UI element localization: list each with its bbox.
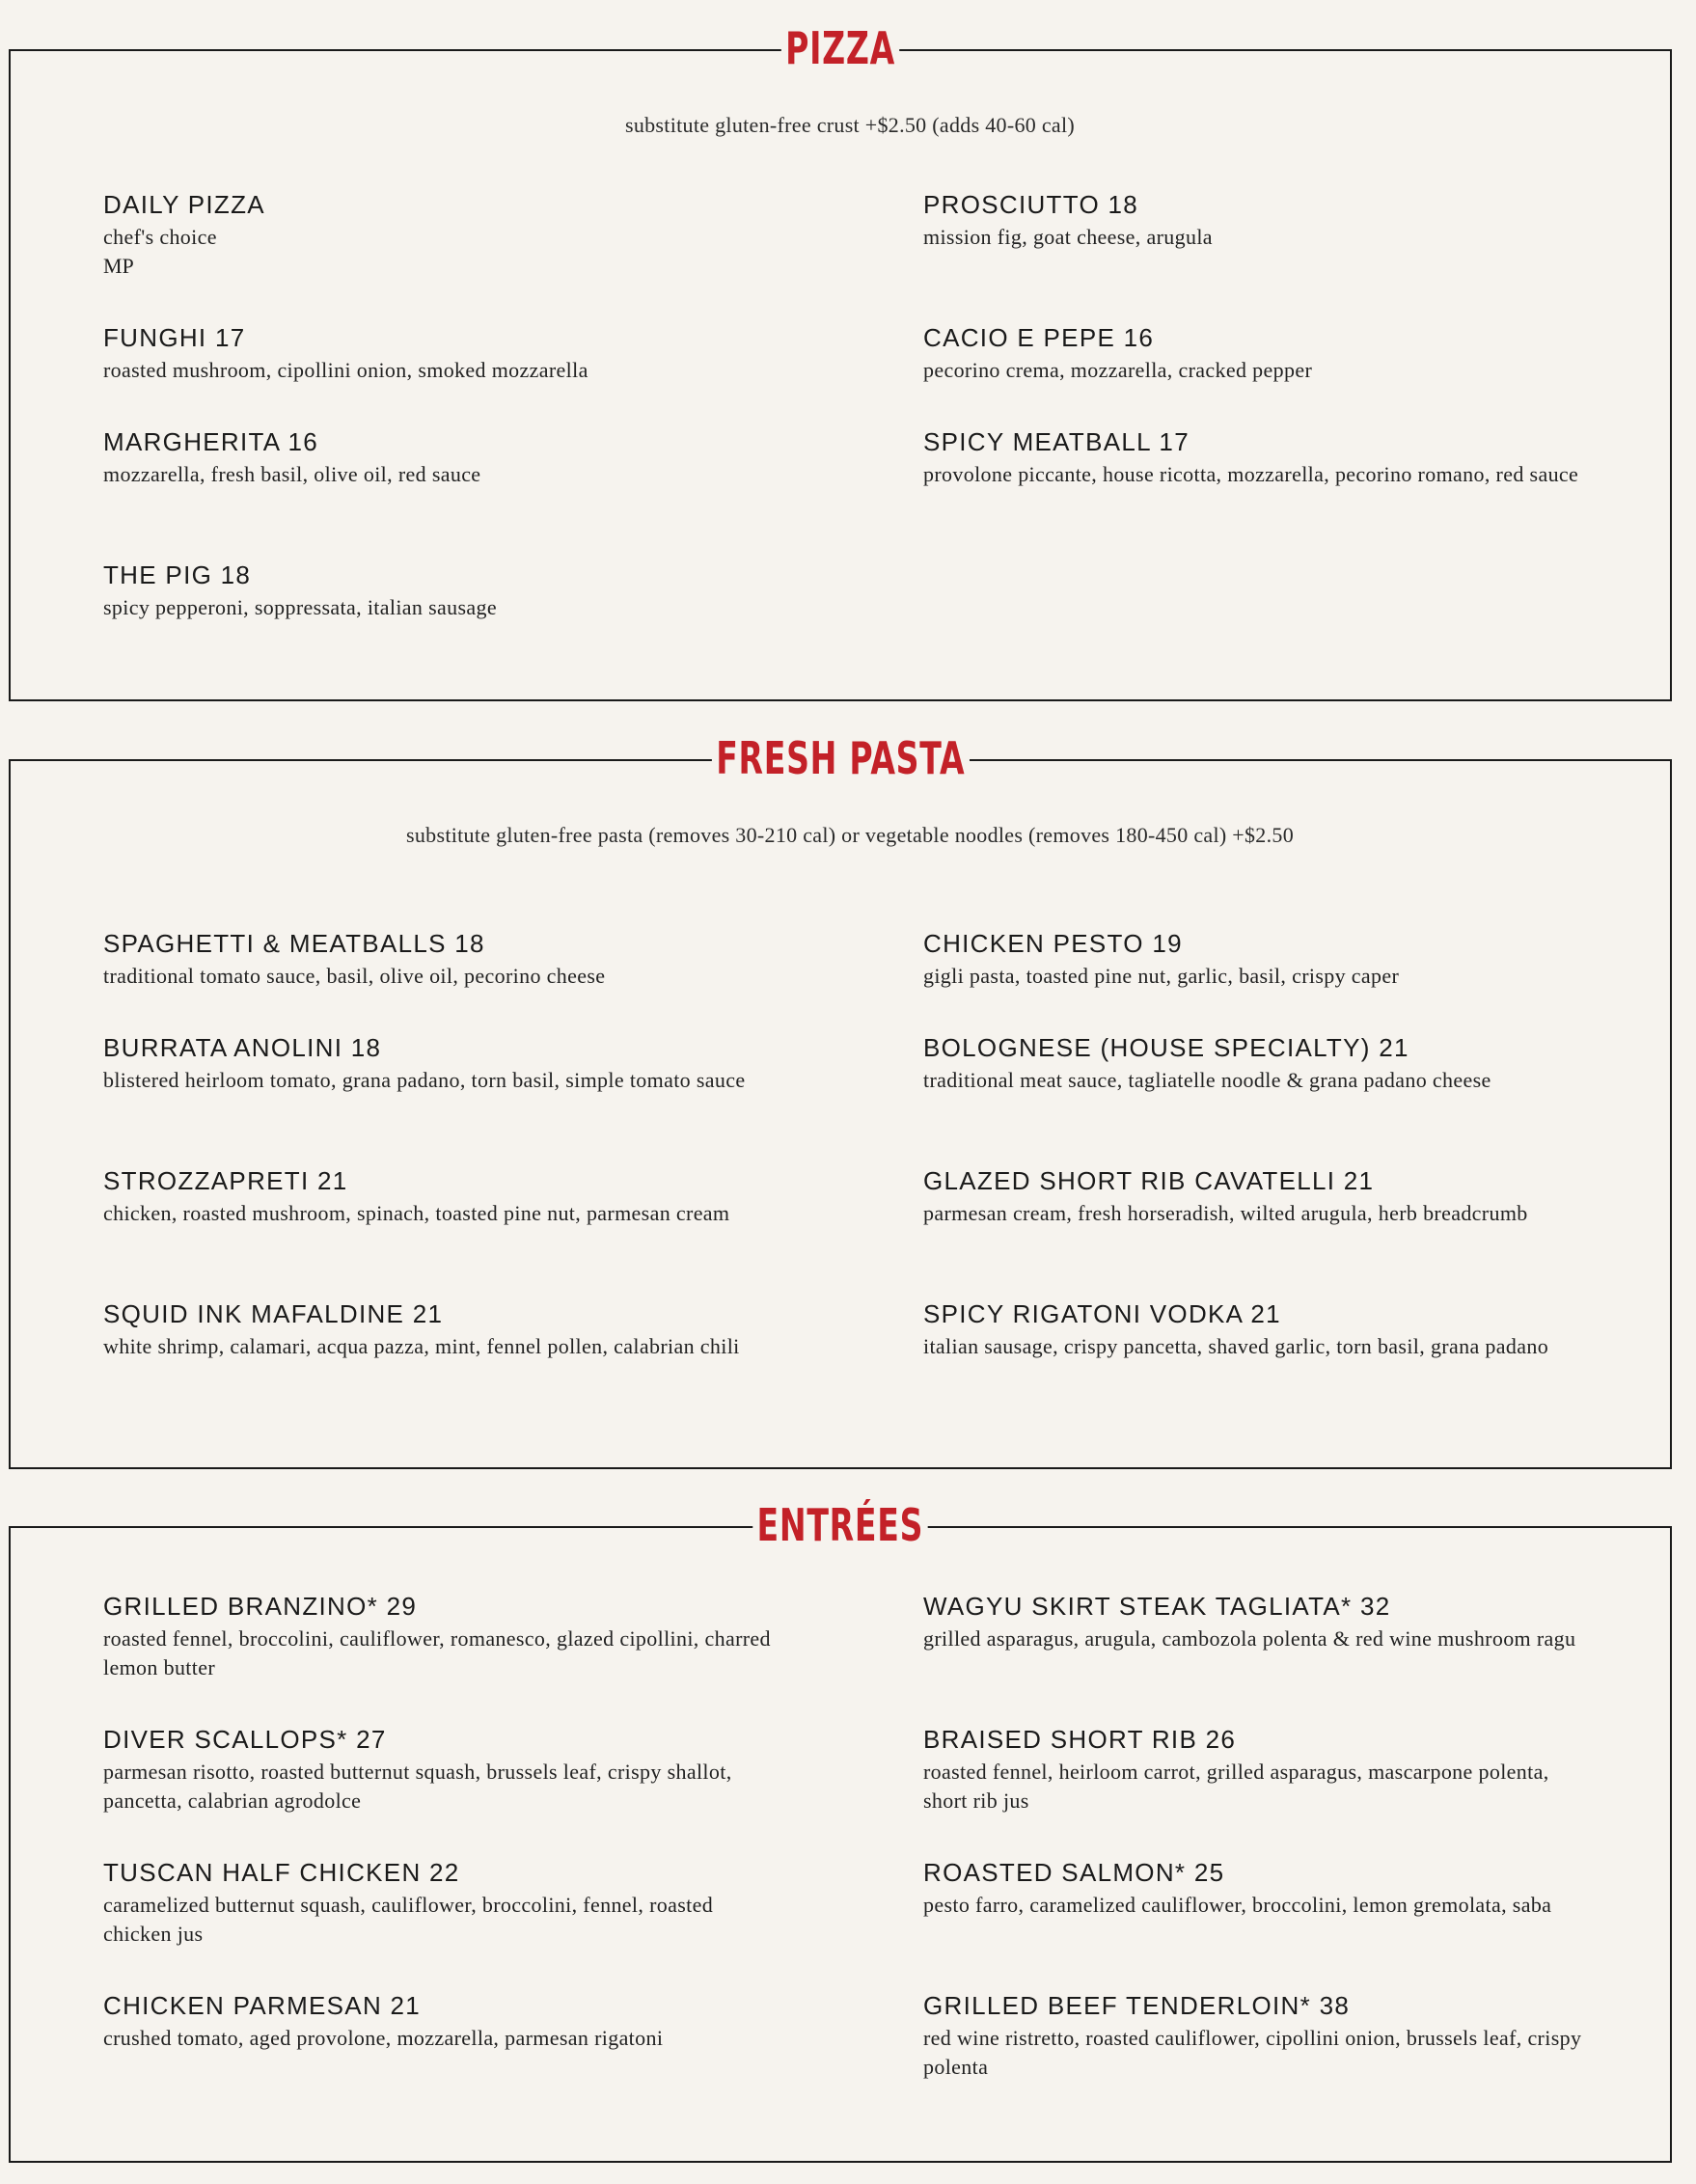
- item-description: traditional tomato sauce, basil, olive oil, pecorino cheese: [103, 964, 606, 988]
- item-name: ROASTED SALMON* 25: [923, 1858, 1225, 1887]
- item-description: crushed tomato, aged provolone, mozzarella, parmesan rigatoni: [103, 2026, 664, 2050]
- menu-item-tuscan-half-chicken: [103, 1856, 836, 1949]
- item-name: BURRATA ANOLINI 18: [103, 1033, 382, 1062]
- item-name: FUNGHI 17: [103, 323, 246, 352]
- item-description: chicken, roasted mushroom, spinach, toasted pine nut, parmesan cream: [103, 1201, 730, 1225]
- item-name: GLAZED SHORT RIB CAVATELLI 21: [923, 1166, 1375, 1195]
- menu-item-grilled-beef-tenderloin: [923, 1989, 1656, 2082]
- item-description: italian sausage, crispy pancetta, shaved garlic, torn basil, grana padano: [923, 1334, 1549, 1358]
- item-description: pecorino crema, mozzarella, cracked pepper: [923, 358, 1313, 382]
- item-description: roasted fennel, heirloom carrot, grilled asparagus, mascarpone polenta, short rib jus: [923, 1760, 1549, 1813]
- menu-item-diver-scallops: [103, 1723, 836, 1815]
- menu-item-spicy-meatball: [923, 425, 1656, 489]
- item-description: mission fig, goat cheese, arugula: [923, 225, 1213, 249]
- item-description: roasted mushroom, cipollini onion, smoked mozzarella: [103, 358, 588, 382]
- item-name: SPAGHETTI & MEATBALLS 18: [103, 929, 485, 958]
- item-name: THE PIG 18: [103, 560, 252, 589]
- item-description: parmesan risotto, roasted butternut squash, brussels leaf, crispy shallot, pancetta, calabrian agrodolce: [103, 1760, 732, 1813]
- pizza-title-text: PIZZA: [781, 16, 900, 80]
- item-name: SPICY MEATBALL 17: [923, 427, 1190, 456]
- fresh-pasta-section: [9, 732, 1672, 1469]
- item-description: roasted fennel, broccolini, cauliflower, romanesco, glazed cipollini, charred lemon butter: [103, 1626, 771, 1679]
- menu-item-roasted-salmon: [923, 1856, 1656, 1920]
- entrees-title-text: ENTRÉES: [752, 1493, 927, 1557]
- menu-item-prosciutto: [923, 188, 1656, 252]
- item-name: STROZZAPRETI 21: [103, 1166, 348, 1195]
- pasta-section-title: [11, 726, 1670, 790]
- item-price: MP: [103, 254, 134, 278]
- item-description: chef's choice: [103, 225, 217, 249]
- menu-item-cacio-e-pepe: [923, 321, 1656, 385]
- menu-item-strozzapreti: [103, 1164, 836, 1228]
- item-description: spicy pepperoni, soppressata, italian sausage: [103, 595, 497, 619]
- item-description: mozzarella, fresh basil, olive oil, red sauce: [103, 462, 481, 486]
- menu-item-chicken-pesto: [923, 927, 1656, 991]
- item-name: SPICY RIGATONI VODKA 21: [923, 1299, 1281, 1328]
- item-description: provolone piccante, house ricotta, mozzarella, pecorino romano, red sauce: [923, 462, 1579, 486]
- menu-item-margherita: [103, 425, 836, 489]
- item-name: SQUID INK MAFALDINE 21: [103, 1299, 444, 1328]
- menu-item-chicken-parmesan: [103, 1989, 836, 2053]
- menu-item-spicy-rigatoni-vodka: [923, 1297, 1656, 1361]
- item-name: GRILLED BRANZINO* 29: [103, 1592, 418, 1621]
- item-description: white shrimp, calamari, acqua pazza, mint, fennel pollen, calabrian chili: [103, 1334, 740, 1358]
- menu-item-glazed-short-rib-cavatelli: [923, 1164, 1656, 1228]
- pasta-note: substitute gluten-free pasta (removes 30-210 cal) or vegetable noodles (removes 180-450 cal) +$2.50: [406, 823, 1294, 847]
- menu-item-the-pig: [103, 559, 836, 622]
- pizza-section-title: [11, 16, 1670, 80]
- item-description: traditional meat sauce, tagliatelle noodle & grana padano cheese: [923, 1068, 1491, 1092]
- menu-item-spaghetti-meatballs: [103, 927, 836, 991]
- item-name: GRILLED BEEF TENDERLOIN* 38: [923, 1991, 1351, 2020]
- item-name: TUSCAN HALF CHICKEN 22: [103, 1858, 460, 1887]
- pasta-title-text: FRESH PASTA: [712, 726, 970, 790]
- menu-item-funghi: [103, 321, 836, 385]
- menu-item-squid-ink-mafaldine: [103, 1297, 836, 1361]
- pizza-note: substitute gluten-free crust +$2.50 (adds 40-60 cal): [624, 113, 1076, 137]
- item-name: CHICKEN PESTO 19: [923, 929, 1183, 958]
- entrees-section: [9, 1499, 1672, 2163]
- item-description: gigli pasta, toasted pine nut, garlic, basil, crispy caper: [923, 964, 1400, 988]
- menu-item-grilled-branzino: [103, 1590, 836, 1682]
- menu-item-burrata-anolini: [103, 1031, 836, 1095]
- item-name: BOLOGNESE (HOUSE SPECIALTY) 21: [923, 1033, 1409, 1062]
- item-name: CACIO E PEPE 16: [923, 323, 1155, 352]
- item-name: PROSCIUTTO 18: [923, 190, 1139, 219]
- menu-item-bolognese: [923, 1031, 1656, 1095]
- item-description: caramelized butternut squash, cauliflower, broccolini, fennel, roasted chicken jus: [103, 1893, 714, 1946]
- item-description: parmesan cream, fresh horseradish, wilted arugula, herb breadcrumb: [923, 1201, 1528, 1225]
- item-name: DAILY PIZZA: [103, 190, 265, 219]
- item-description: pesto farro, caramelized cauliflower, broccolini, lemon gremolata, saba: [923, 1893, 1552, 1917]
- item-name: CHICKEN PARMESAN 21: [103, 1991, 422, 2020]
- item-description: red wine ristretto, roasted cauliflower, cipollini onion, brussels leaf, crispy polenta: [923, 2026, 1582, 2079]
- item-name: BRAISED SHORT RIB 26: [923, 1725, 1237, 1754]
- pizza-section: [9, 22, 1672, 701]
- menu-item-wagyu-skirt-steak: [923, 1590, 1656, 1653]
- entrees-section-title: [11, 1493, 1670, 1557]
- item-description: grilled asparagus, arugula, cambozola polenta & red wine mushroom ragu: [923, 1626, 1576, 1651]
- item-name: DIVER SCALLOPS* 27: [103, 1725, 387, 1754]
- menu-item-braised-short-rib: [923, 1723, 1656, 1815]
- item-description: blistered heirloom tomato, grana padano, torn basil, simple tomato sauce: [103, 1068, 746, 1092]
- item-name: WAGYU SKIRT STEAK TAGLIATA* 32: [923, 1592, 1391, 1621]
- item-name: MARGHERITA 16: [103, 427, 319, 456]
- menu-item-daily-pizza: [103, 188, 836, 281]
